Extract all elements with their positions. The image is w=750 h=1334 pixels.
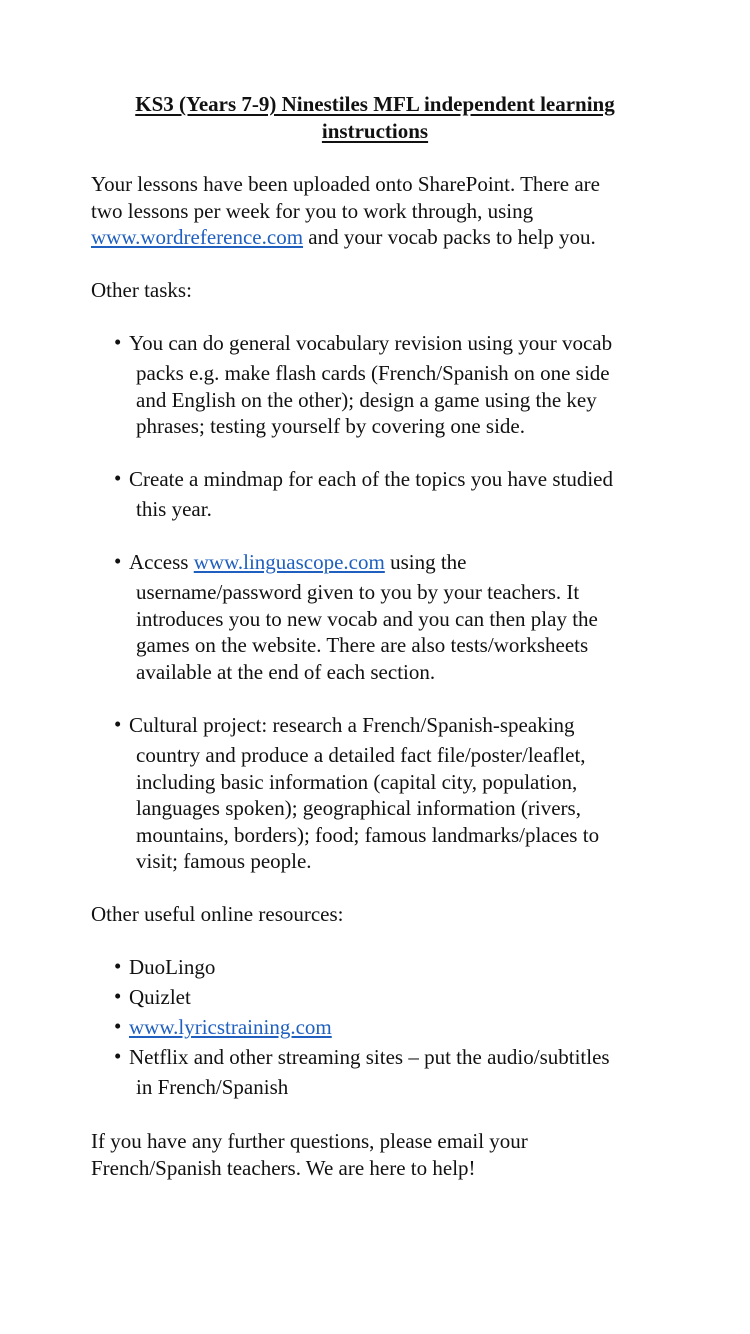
lyricstraining-link[interactable]: www.lyricstraining.com (129, 1015, 332, 1039)
task-continuation (136, 360, 676, 440)
closing-line-2: French/Spanish teachers. We are here to help! (91, 1155, 476, 1180)
task-first-line: You can do general vocabulary revision using your vocab (129, 331, 613, 355)
task-continuation (136, 496, 676, 523)
intro-line-3-text: and your vocab packs to help you. (303, 225, 596, 249)
task-line: including basic information (capital city, population, (136, 769, 578, 794)
resource-label (129, 1014, 332, 1041)
bullet-icon: • (114, 549, 122, 573)
task-first-line: Create a mindmap for each of the topics you have studied (129, 467, 614, 491)
title-line-1: KS3 (Years 7-9) Ninestiles MFL independent learning (135, 92, 615, 116)
task-continuation (136, 579, 676, 685)
linguascope-link[interactable]: www.linguascope.com (193, 550, 385, 574)
task-line: languages spoken); geographical information (rivers, (136, 796, 581, 820)
bullet-icon: • (114, 954, 122, 978)
task-line: username/password given to you by your teachers. It (136, 580, 580, 604)
title-line-2: instructions (321, 119, 429, 143)
closing-paragraph (91, 1128, 681, 1181)
task-line: introduces you to new vocab and you can then play the (136, 606, 598, 631)
page-title (90, 91, 660, 145)
task-line: available at the end of each section. (136, 659, 436, 684)
bullet-icon: • (114, 330, 122, 354)
wordreference-link[interactable]: www.wordreference.com (91, 225, 304, 249)
bullet-icon: • (114, 984, 122, 1008)
bullet-icon: • (114, 1014, 122, 1038)
resource-continuation (136, 1074, 676, 1101)
task-continuation (136, 742, 676, 875)
resource-label: DuoLingo (129, 955, 216, 979)
other-tasks-heading: Other tasks: (91, 278, 192, 302)
resource-line: in French/Spanish (136, 1075, 289, 1099)
task-line: phrases; testing yourself by covering one side. (136, 414, 525, 438)
task-line: visit; famous people. (136, 849, 312, 873)
resource-label: Netflix and other streaming sites – put the audio/subtitles (129, 1045, 610, 1069)
task-line: this year. (136, 497, 212, 521)
task-line: games on the website. There are also tests/worksheets (136, 633, 589, 657)
resources-heading: Other useful online resources: (91, 902, 344, 926)
task-line: and English on the other); design a game using the key (136, 387, 597, 412)
resource-label: Quizlet (129, 985, 191, 1009)
intro-paragraph (91, 171, 681, 251)
task-line: packs e.g. make flash cards (French/Spanish on one side (136, 361, 610, 385)
task-first-line (129, 549, 467, 576)
task-first-line: Cultural project: research a French/Spanish-speaking (129, 713, 575, 737)
bullet-icon: • (114, 712, 122, 736)
task-first-text-after: using the (384, 550, 467, 574)
closing-line-1: If you have any further questions, please email your (91, 1129, 528, 1153)
bullet-icon: • (114, 466, 122, 490)
bullet-icon: • (114, 1044, 122, 1068)
task-line: mountains, borders); food; famous landmarks/places to (136, 822, 600, 847)
intro-line-1: Your lessons have been uploaded onto SharePoint. There are (91, 172, 600, 196)
task-line: country and produce a detailed fact file/poster/leaflet, (136, 743, 586, 767)
task-first-text: Access (129, 550, 194, 574)
intro-line-2: two lessons per week for you to work through, using (91, 198, 534, 223)
intro-line-3 (91, 224, 681, 251)
